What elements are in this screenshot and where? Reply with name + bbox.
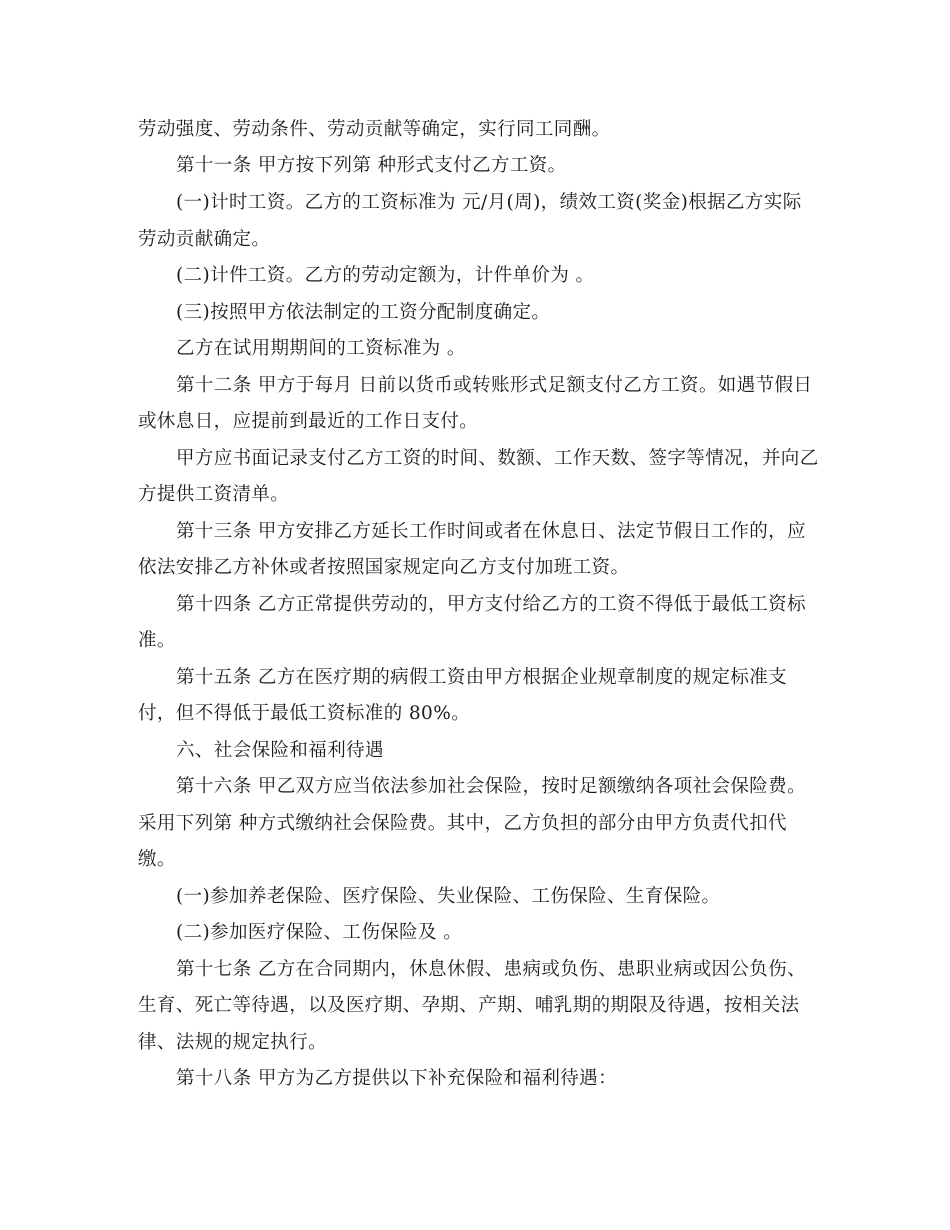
text-line: 第十四条 乙方正常提供劳动的，甲方支付给乙方的工资不得低于最低工资标: [176, 594, 806, 615]
text-line: 方提供工资清单。: [138, 484, 290, 505]
text-line: (一)计时工资。乙方的工资标准为 元/月(周)，绩效工资(奖金)根据乙方实际: [176, 192, 802, 213]
text-line: 付，但不得低于最低工资标准的 80%。: [138, 703, 471, 724]
text-line: 劳动强度、劳动条件、劳动贡献等确定，实行同工同酬。: [138, 119, 611, 140]
text-line: 劳动贡献确定。: [138, 229, 271, 250]
text-line: 第十八条 甲方为乙方提供以下补充保险和福利待遇：: [176, 1068, 617, 1089]
text-line: 甲方应书面记录支付乙方工资的时间、数额、工作天数、签字等情况，并向乙: [176, 448, 819, 469]
text-line: 第十二条 甲方于每月 日前以货币或转账形式足额支付乙方工资。如遇节假日: [176, 375, 813, 396]
text-line: 乙方在试用期期间的工资标准为 。: [176, 338, 466, 359]
text-line: (二)参加医疗保险、工伤保险及 。: [176, 922, 463, 943]
text-line: 第十一条 甲方按下列第 种形式支付乙方工资。: [176, 155, 567, 176]
text-line: (三)按照甲方依法制定的工资分配制度确定。: [176, 302, 551, 323]
text-line: 依法安排乙方补休或者按照国家规定向乙方支付加班工资。: [138, 557, 630, 578]
text-line: 第十七条 乙方在合同期内，休息休假、患病或负伤、患职业病或因公负伤、: [176, 959, 806, 980]
text-line: 缴。: [138, 849, 176, 870]
text-line: 生育、死亡等待遇，以及医疗期、孕期、产期、哺乳期的期限及待遇，按相关法: [138, 995, 800, 1016]
text-line: 律、法规的规定执行。: [138, 1032, 328, 1053]
section-heading: 六、社会保险和福利待遇: [176, 740, 384, 761]
text-line: 第十六条 甲乙双方应当依法参加社会保险，按时足额缴纳各项社会保险费。: [176, 776, 806, 797]
text-line: (一)参加养老保险、医疗保险、失业保险、工伤保险、生育保险。: [176, 886, 721, 907]
text-line: 采用下列第 种方式缴纳社会保险费。其中，乙方负担的部分由甲方负责代扣代: [138, 813, 787, 834]
text-line: (二)计件工资。乙方的劳动定额为，计件单价为 。: [176, 265, 595, 286]
text-line: 或休息日，应提前到最近的工作日支付。: [138, 411, 479, 432]
text-line: 准。: [138, 630, 176, 651]
text-line: 第十五条 乙方在医疗期的病假工资由甲方根据企业规章制度的规定标准支: [176, 667, 788, 688]
text-line: 第十三条 甲方安排乙方延长工作时间或者在休息日、法定节假日工作的，应: [176, 521, 806, 542]
